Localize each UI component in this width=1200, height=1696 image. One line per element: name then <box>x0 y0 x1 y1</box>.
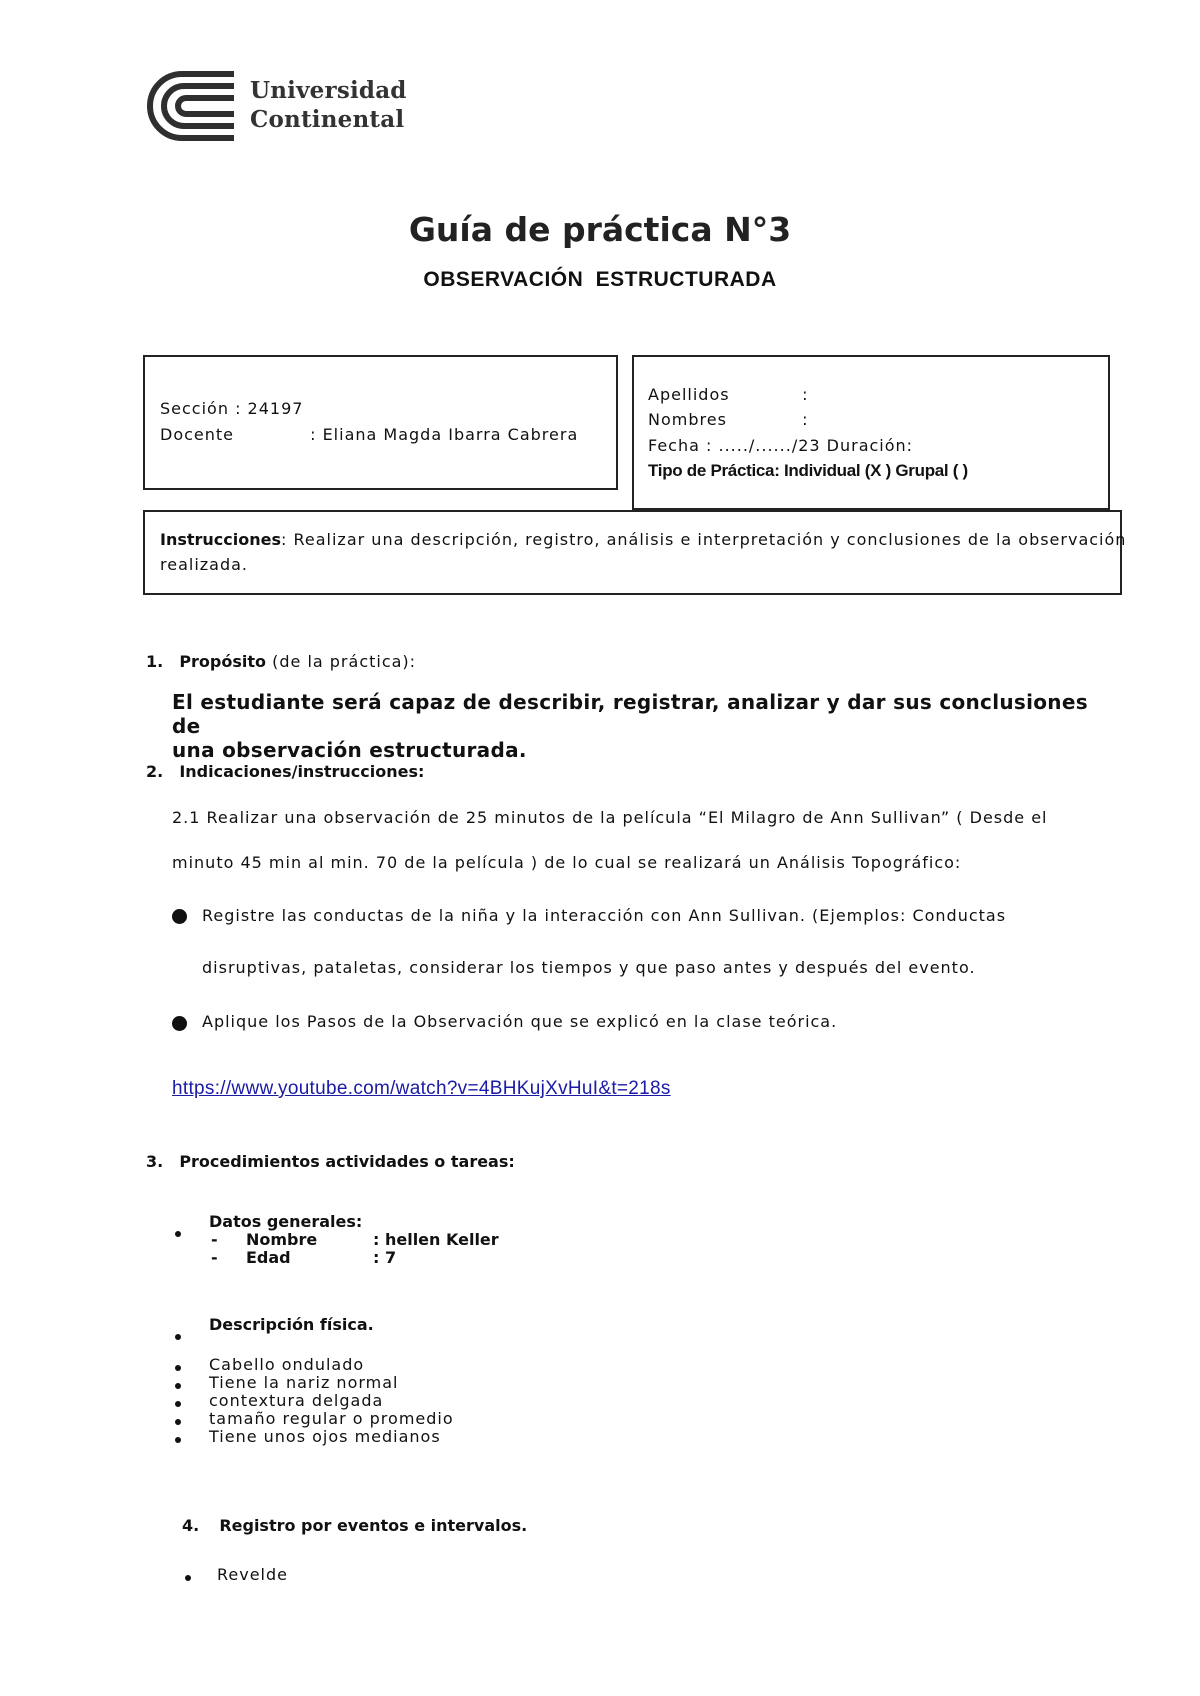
instructions-box <box>143 510 1127 595</box>
datos-generales-title: Datos generales: <box>209 1212 363 1231</box>
edad-value: : 7 <box>373 1248 397 1267</box>
purpose-statement <box>172 690 1112 762</box>
section-1-heading <box>146 652 416 671</box>
nombre-value: : hellen Keller <box>373 1230 499 1249</box>
section-3-number: 3. <box>146 1152 164 1171</box>
section-1-title-suffix: (de la práctica): <box>272 652 417 671</box>
purpose-line-1: El estudiante será capaz de describir, registrar, analizar y dar sus conclusiones de <box>172 690 1088 738</box>
section-2-para-2: minuto 45 min al min. 70 de la película ) de lo cual se realizará un Análisis Topográfico: <box>172 853 962 872</box>
nombres-value: : <box>802 410 809 429</box>
descripcion-fisica-title: Descripción física. <box>209 1315 374 1334</box>
instructions-text: : Realizar una descripción, registro, análisis e interpretación y conclusiones de la observación <box>281 530 1127 549</box>
nombre-label: Nombre <box>246 1230 318 1249</box>
video-link-row <box>172 1078 671 1100</box>
edad-dash: - <box>211 1248 218 1267</box>
bullet-2: Aplique los Pasos de la Observación que se explicó en la clase teórica. <box>202 1012 838 1031</box>
section-2-title: Indicaciones/instrucciones: <box>179 762 425 781</box>
section-4-title: Registro por eventos e intervalos. <box>219 1516 528 1535</box>
apellidos-row <box>648 385 808 404</box>
bullet-icon <box>175 1365 181 1371</box>
nombre-row <box>211 1230 499 1249</box>
bullet-1-line-2: disruptivas, pataletas, considerar los tiempos y que paso antes y después del evento. <box>202 958 976 977</box>
page-title: Guía de práctica N°3 <box>408 210 792 249</box>
bullet-1-line-1: Registre las conductas de la niña y la interacción con Ann Sullivan. (Ejemplos: Conductas <box>202 906 1007 925</box>
list-item: Revelde <box>217 1565 288 1584</box>
section-3-title: Procedimientos actividades o tareas: <box>179 1152 515 1171</box>
tipo-practica-row: Tipo de Práctica: Individual (X ) Grupal ( ) <box>648 461 968 480</box>
section-2-para-1: 2.1 Realizar una observación de 25 minutos de la película “El Milagro de Ann Sullivan” ( Desde el <box>172 808 1048 827</box>
docente-label: Docente <box>160 425 235 444</box>
apellidos-label: Apellidos <box>648 385 730 404</box>
datos-bullet <box>175 1222 181 1241</box>
section-3-heading <box>146 1152 515 1171</box>
apellidos-value: : <box>802 385 809 404</box>
logo-text <box>250 76 407 134</box>
university-logo-icon <box>142 70 238 142</box>
video-link[interactable]: https://www.youtube.com/watch?v=4BHKujXvHuI&t=218s <box>172 1078 671 1099</box>
section-2-heading <box>146 762 424 781</box>
bullet-icon <box>175 1419 181 1425</box>
instructions-label: Instrucciones <box>160 530 282 549</box>
logo-line-1: Universidad <box>250 77 407 104</box>
bullet-icon <box>175 1401 181 1407</box>
seccion-row <box>160 399 303 418</box>
trait-text: tamaño regular o promedio <box>209 1409 454 1428</box>
section-4-number: 4. <box>182 1516 200 1535</box>
nombres-label: Nombres <box>648 410 727 429</box>
section-1-title: Propósito <box>179 652 267 671</box>
docente-row <box>160 425 578 444</box>
trait-text: Cabello ondulado <box>209 1355 365 1374</box>
bullet-dot-2 <box>172 1016 187 1035</box>
edad-row <box>211 1248 396 1267</box>
page-subtitle: OBSERVACIÓN ESTRUCTURADA <box>423 268 777 291</box>
section-1-number: 1. <box>146 652 164 671</box>
bullet-icon <box>175 1383 181 1389</box>
student-info-box <box>632 355 1110 510</box>
bullet-icon <box>185 1575 191 1581</box>
edad-label: Edad <box>246 1248 291 1267</box>
trait-text: Tiene la nariz normal <box>209 1373 399 1392</box>
seccion-value: : 24197 <box>235 399 304 418</box>
bullet-icon <box>175 1231 181 1237</box>
bullet-dot-1 <box>172 909 187 928</box>
seccion-label: Sección <box>160 399 229 418</box>
docente-value: : Eliana Magda Ibarra Cabrera <box>310 425 579 444</box>
instructions-line-1 <box>160 530 1126 549</box>
course-info-box <box>143 355 618 490</box>
bullet-icon <box>172 909 187 924</box>
bullet-icon <box>172 1016 187 1031</box>
university-logo <box>142 70 407 142</box>
bullet-icon <box>175 1437 181 1443</box>
fecha-row: Fecha : ...../....../23 Duración: <box>648 436 914 455</box>
trait-text: contextura delgada <box>209 1391 384 1410</box>
instructions-line-2: realizada. <box>160 555 249 574</box>
trait-text: Tiene unos ojos medianos <box>209 1427 441 1446</box>
nombre-dash: - <box>211 1230 218 1249</box>
descripcion-bullet <box>175 1325 181 1344</box>
section-4-heading <box>182 1516 527 1535</box>
section-2-number: 2. <box>146 762 164 781</box>
logo-line-2: Continental <box>250 106 405 133</box>
nombres-row <box>648 410 808 429</box>
bullet-icon <box>175 1334 181 1340</box>
purpose-line-2: una observación estructurada. <box>172 738 527 762</box>
